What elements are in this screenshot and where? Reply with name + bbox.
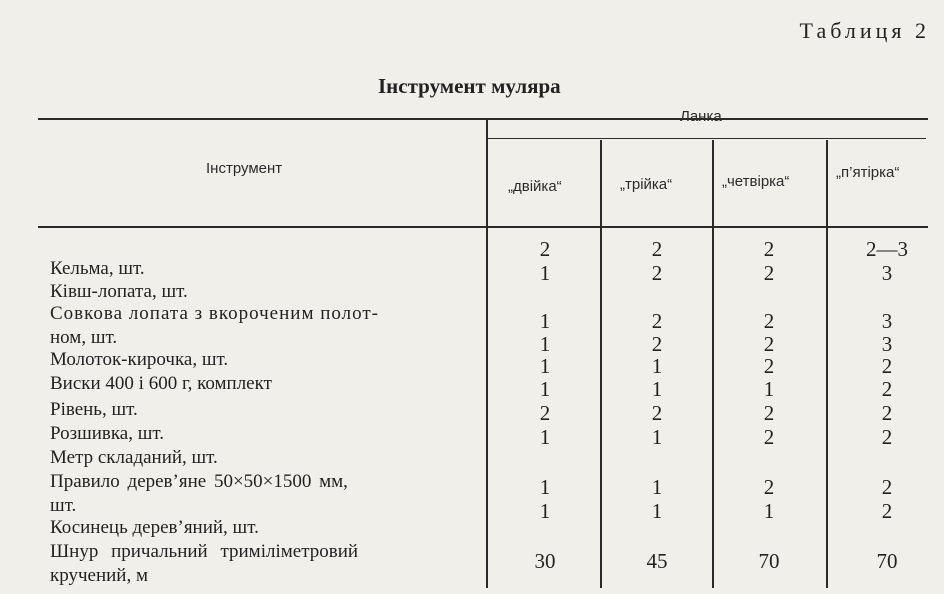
table-cell-value: 2 [651,401,663,425]
table-cell-value: 2 [763,332,775,356]
col-divider-1 [486,118,488,588]
row-label: Виски 400 і 600 г, комплект [50,373,272,394]
table-cell-value: 30 [534,549,556,573]
row-label: Шнур причальний триміліметровий [50,541,359,562]
header-col-2: „трійка“ [620,176,673,193]
col-divider-2 [600,140,602,588]
row-label: Правило дерев’яне 50×50×1500 мм, [50,471,348,492]
table-cell-value: 2 [763,261,775,285]
table-cell-value: 2 [881,401,893,425]
table-cell-value: 1 [763,499,775,523]
table-cell-value: 2 [881,377,893,401]
row-label: кручений, м [50,565,148,586]
row-label: ном, шт. [50,327,118,348]
table-cell-value: 1 [539,261,551,285]
table-cell-value: 2 [763,475,775,499]
row-label: Кельма, шт. [50,258,145,279]
table-cell-value: 3 [881,309,893,333]
table-cell-value: 2 [651,309,663,333]
table-cell-value: 1 [651,354,663,378]
table-cell-value: 45 [646,549,668,573]
table-cell-value: 1 [539,425,551,449]
table-cell-value: 2 [881,475,893,499]
table-cell-value: 2 [763,309,775,333]
row-label: Розшивка, шт. [50,423,164,444]
table-cell-value: 2 [763,425,775,449]
table-cell-value: 2 [539,237,551,261]
table-cell-value: 2 [763,237,775,261]
table-cell-value: 2 [651,237,663,261]
table-cell-value: 2 [763,401,775,425]
table-cell-value: 2 [881,425,893,449]
table-cell-value: 1 [539,377,551,401]
table-title: Інструмент муляра [378,74,561,98]
table-cell-value: 2 [651,332,663,356]
row-label: Косинець дерев’яний, шт. [50,517,259,538]
row-label: Метр складаний, шт. [50,447,218,468]
table-cell-value: 70 [876,549,898,573]
table-cell-value: 1 [651,475,663,499]
table-cell-value: 1 [539,354,551,378]
header-instrument: Інструмент [206,160,283,177]
table-cell-value: 2 [651,261,663,285]
header-col-1: „двійка“ [508,178,562,195]
row-label: Рівень, шт. [50,399,138,420]
header-col-3: „четвірка“ [722,173,790,190]
table-cell-value: 1 [651,425,663,449]
table-cell-value: 3 [881,332,893,356]
table-cell-value: 2 [539,401,551,425]
table-cell-value: 70 [758,549,780,573]
table-cell-value: 1 [539,309,551,333]
table-cell-value: 3 [881,261,893,285]
table-cell-value: 2 [881,499,893,523]
col-divider-4 [826,140,828,588]
table-cell-value: 2 [881,354,893,378]
row-label: Совкова лопата з вкороченим полот- [50,303,380,324]
col-divider-3 [712,140,714,588]
table-number: Таблиця 2 [799,18,930,43]
row-label: шт. [50,495,77,516]
row-label: Ківш-лопата, шт. [50,281,188,302]
rule-under-title [38,118,928,120]
table-cell-value: 1 [651,377,663,401]
table-cell-value: 1 [539,475,551,499]
header-group: Ланка [680,108,722,125]
table-cell-value: 2 [763,354,775,378]
table-cell-value: 1 [539,332,551,356]
table-cell-value: 1 [651,499,663,523]
header-col-4: „п’ятірка“ [836,164,900,181]
rule-under-group [486,138,926,139]
table-cell-value: 1 [763,377,775,401]
rule-under-header [38,226,928,228]
row-label: Молоток-кирочка, шт. [50,349,229,370]
table-cell-value: 1 [539,499,551,523]
table-cell-value: 2—3 [866,237,908,261]
